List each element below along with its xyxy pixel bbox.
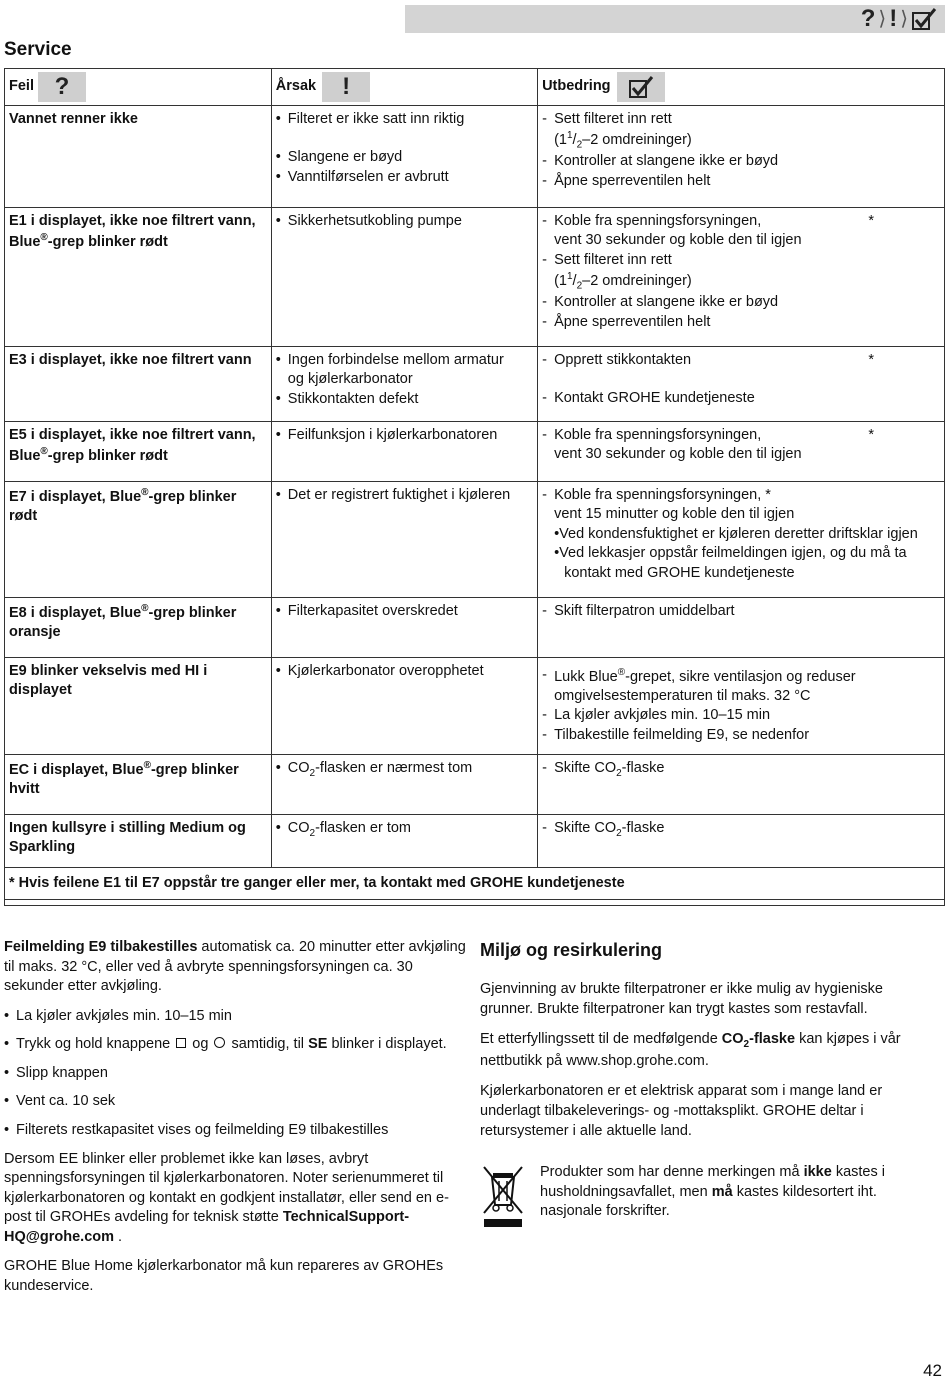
remedy-cell xyxy=(538,421,944,481)
remedy-item: - Åpne sperreventilen helt xyxy=(542,172,940,192)
remedy-item: - La kjøler avkjøles min. 10–15 min xyxy=(542,706,940,726)
e9-reset-section xyxy=(4,938,466,1306)
remedy-item: - Åpne sperreventilen helt xyxy=(542,313,940,333)
remedy-item: - Koble fra spenningsforsyningen, * xyxy=(542,212,940,232)
fault-cell xyxy=(5,207,271,346)
cause-cell xyxy=(271,754,537,814)
circle-button-icon xyxy=(214,1037,225,1048)
cause-item: • Slangene er bøyd xyxy=(276,148,533,168)
question-mark-icon: ? xyxy=(38,72,86,102)
fault-cell xyxy=(5,481,271,597)
remedy-item-cont: vent 15 minutter og koble den til igjen xyxy=(554,506,795,523)
list-item: • Trykk og hold knappene og samtidig, til SE blinker i displayet. xyxy=(4,1035,466,1055)
weee-notice xyxy=(480,1163,940,1229)
question-mark-icon: ? xyxy=(860,5,876,32)
cause-cell xyxy=(271,481,537,597)
remedy-cell xyxy=(538,481,944,597)
cause-item: • $CO_2$-flasken er nærmest tom xyxy=(276,759,533,780)
list-item: • Slipp knappen xyxy=(4,1064,466,1084)
remedy-item-cont: vent 30 sekunder og koble den til igjen xyxy=(554,232,802,249)
table-row xyxy=(5,657,944,754)
remedy-item-cont: ($1^1/_2-2$ omdreininger) xyxy=(554,130,692,151)
header-band xyxy=(405,5,945,33)
asterisk-marker: * xyxy=(868,212,874,229)
environment-paragraph: Kjølerkarbonatoren er et elektrisk apparat som i mange land er underlagt tilbakeleverings- og -mottaksplikt. GROHE deltar i retursystemer i alle aktuelle land. xyxy=(480,1083,883,1139)
cause-item: • Kjølerkarbonator overopphetet xyxy=(276,662,533,682)
table-footnote-row xyxy=(5,867,944,900)
cause-item: • Feilfunksjon i kjølerkarbonatoren xyxy=(276,426,533,446)
remedy-cell xyxy=(538,346,944,421)
cause-cell xyxy=(271,421,537,481)
remedy-subitem: •Ved lekkasjer oppstår feilmeldingen igjen, og du må ta xyxy=(554,545,907,562)
remedy-item-cont: vent 30 sekunder og koble den til igjen xyxy=(554,446,802,463)
remedy-item-cont: kontakt med GROHE kundetjeneste xyxy=(564,564,795,581)
remedy-subitem: •Ved kondensfuktighet er kjøleren deretter driftsklar igjen xyxy=(554,525,918,542)
page-number: 42 xyxy=(923,1361,942,1379)
cause-item: • Det er registrert fuktighet i kjøleren xyxy=(276,486,533,506)
crossed-bin-icon xyxy=(480,1163,526,1229)
cause-item: • $CO_2$-flasken er tom xyxy=(276,819,533,840)
header-cause-label: Årsak xyxy=(275,77,317,94)
exclamation-icon: ! xyxy=(889,5,898,32)
troubleshooting-table xyxy=(4,68,945,906)
remedy-item: - Opprett stikkontakten * xyxy=(542,351,940,371)
separator-icon: ⟩ xyxy=(878,8,887,30)
header-remedy-label: Utbedring xyxy=(542,77,611,94)
header-remedy xyxy=(538,69,944,105)
remedy-cell xyxy=(538,754,944,814)
cause-item: • Stikkontakten defekt xyxy=(276,390,533,410)
cause-item: • Vanntilførselen er avbrutt xyxy=(276,168,533,188)
header-cause xyxy=(271,69,537,105)
table-row xyxy=(5,207,944,346)
cause-cell xyxy=(271,346,537,421)
remedy-cell xyxy=(538,207,944,346)
section-title: Service xyxy=(4,39,72,60)
list-item: • Filterets restkapasitet vises og feilmelding E9 tilbakestilles xyxy=(4,1121,466,1141)
environment-title: Miljø og resirkulering xyxy=(480,940,663,960)
cause-cell xyxy=(271,657,537,754)
remedy-item: - Tilbakestille feilmelding E9, se nedenfor xyxy=(542,726,940,746)
support-paragraph: Dersom EE blinker eller problemet ikke kan løses, avbryt spenningsforsyningen til kjølerkarbonatoren. Noter serienummeret til kjølerkarbonatoren og kontakt en godkjent installatør, eller send en e-post til GROHEs avdeling for teknisk støtte TechnicalSupport-HQ@grohe.com . xyxy=(4,1150,449,1245)
e9-intro: Feilmelding E9 tilbakestilles automatisk ca. 20 minutter etter avkjøling til maks. 32 °C, eller ved å avbryte spenningsforsyningen ca. 30 sekunder etter avkjøling. xyxy=(4,939,466,995)
header-fault xyxy=(5,69,271,105)
fault-text: Vannet renner ikke xyxy=(9,110,138,127)
remedy-item: - Sett filteret inn rett xyxy=(542,251,940,271)
cause-cell xyxy=(271,105,537,207)
repair-paragraph: GROHE Blue Home kjølerkarbonator må kun repareres av GROHEs kundeservice. xyxy=(4,1258,444,1294)
table-row xyxy=(5,754,944,814)
cause-cell xyxy=(271,597,537,657)
square-button-icon xyxy=(176,1038,186,1048)
separator-icon: ⟩ xyxy=(900,8,908,30)
fault-text: E5 i displayet, ikke noe filtrert vann, Blue®-grep blinker rødt xyxy=(9,426,256,464)
cause-cell xyxy=(271,207,537,346)
table-footnote: * Hvis feilene E1 til E7 oppstår tre ganger eller mer, ta kontakt med GROHE kundetjeneste xyxy=(5,867,944,900)
remedy-item-cont: ($1^1/_2-2$ omdreininger) xyxy=(554,271,692,292)
remedy-cell xyxy=(538,657,944,754)
weee-text: Produkter som har denne merkingen må ikke kastes i husholdningsavfallet, men må kastes kildesortert iht. nasjonale forskrifter. xyxy=(540,1164,885,1220)
table-header-row xyxy=(5,69,944,105)
fault-cell xyxy=(5,346,271,421)
table-row xyxy=(5,481,944,597)
remedy-item: - Skift filterpatron umiddelbart xyxy=(542,602,940,622)
environment-paragraph: Gjenvinning av brukte filterpatroner er ikke mulig av hygieniske grunner. Brukte filterpatroner kan trygt kastes som restavfall. xyxy=(480,981,883,1017)
environment-section xyxy=(480,938,940,1229)
header-fault-label: Feil xyxy=(9,77,34,94)
cause-item: • Ingen forbindelse mellom armatur xyxy=(276,351,533,371)
cause-cell xyxy=(271,814,537,867)
support-email: TechnicalSupport-HQ@grohe.com xyxy=(4,1209,410,1245)
checkmark-icon xyxy=(617,72,665,102)
fault-text: E8 i displayet, Blue®-grep blinker oransje xyxy=(9,602,237,640)
remedy-item: - Kontakt GROHE kundetjeneste xyxy=(542,389,940,409)
fault-text: E3 i displayet, ikke noe filtrert vann xyxy=(9,351,252,368)
cause-item: • Sikkerhetsutkobling pumpe xyxy=(276,212,533,232)
remedy-cell xyxy=(538,814,944,867)
remedy-item-cont: omgivelsestemperaturen til maks. 32 °C xyxy=(554,687,811,704)
remedy-item: - Skifte $CO_2$-flaske xyxy=(542,819,940,840)
cause-item: • Filterkapasitet overskredet xyxy=(276,602,533,622)
fault-text: EC i displayet, Blue®-grep blinker hvitt xyxy=(9,759,239,797)
table-row xyxy=(5,421,944,481)
fault-text: Ingen kullsyre i stilling Medium og Sparkling xyxy=(9,819,246,856)
table-row xyxy=(5,814,944,867)
list-item: • Vent ca. 10 sek xyxy=(4,1092,466,1112)
refill-paragraph: Et etterfyllingssett til de medfølgende $CO_2$-flaske kan kjøpes i vår nettbutikk på www.shop.grohe.com. xyxy=(480,1031,901,1069)
fault-cell xyxy=(5,754,271,814)
remedy-item: - Skifte $CO_2$-flaske xyxy=(542,759,940,780)
list-item: • La kjøler avkjøles min. 10–15 min xyxy=(4,1007,466,1027)
cause-item: • Filteret er ikke satt inn riktig xyxy=(276,110,533,130)
fault-cell xyxy=(5,105,271,207)
fault-cell xyxy=(5,814,271,867)
fault-cell xyxy=(5,421,271,481)
asterisk-marker: * xyxy=(868,351,874,368)
remedy-item: - Koble fra spenningsforsyningen, * xyxy=(542,426,940,446)
fault-text: E1 i displayet, ikke noe filtrert vann, Blue®-grep blinker rødt xyxy=(9,212,256,250)
cause-item-cont: og kjølerkarbonator xyxy=(287,371,413,388)
asterisk-marker: * xyxy=(868,426,874,443)
exclamation-icon: ! xyxy=(322,72,370,102)
fault-text: E9 blinker vekselvis med HI i displayet xyxy=(9,662,208,699)
remedy-item: - Koble fra spenningsforsyningen, * xyxy=(542,486,940,506)
remedy-item: - Kontroller at slangene ikke er bøyd xyxy=(542,152,940,172)
fault-cell xyxy=(5,597,271,657)
table-row xyxy=(5,346,944,421)
fault-text: E7 i displayet, Blue®-grep blinker rødt xyxy=(9,486,237,524)
fault-cell xyxy=(5,657,271,754)
table-row xyxy=(5,105,944,207)
remedy-cell xyxy=(538,105,944,207)
remedy-item: - Lukk Blue®-grepet, sikre ventilasjon og reduser xyxy=(542,666,940,687)
remedy-cell xyxy=(538,597,944,657)
remedy-item: - Kontroller at slangene ikke er bøyd xyxy=(542,293,940,313)
table-row xyxy=(5,597,944,657)
remedy-item: - Sett filteret inn rett xyxy=(542,110,940,130)
checkmark-icon xyxy=(911,7,937,31)
